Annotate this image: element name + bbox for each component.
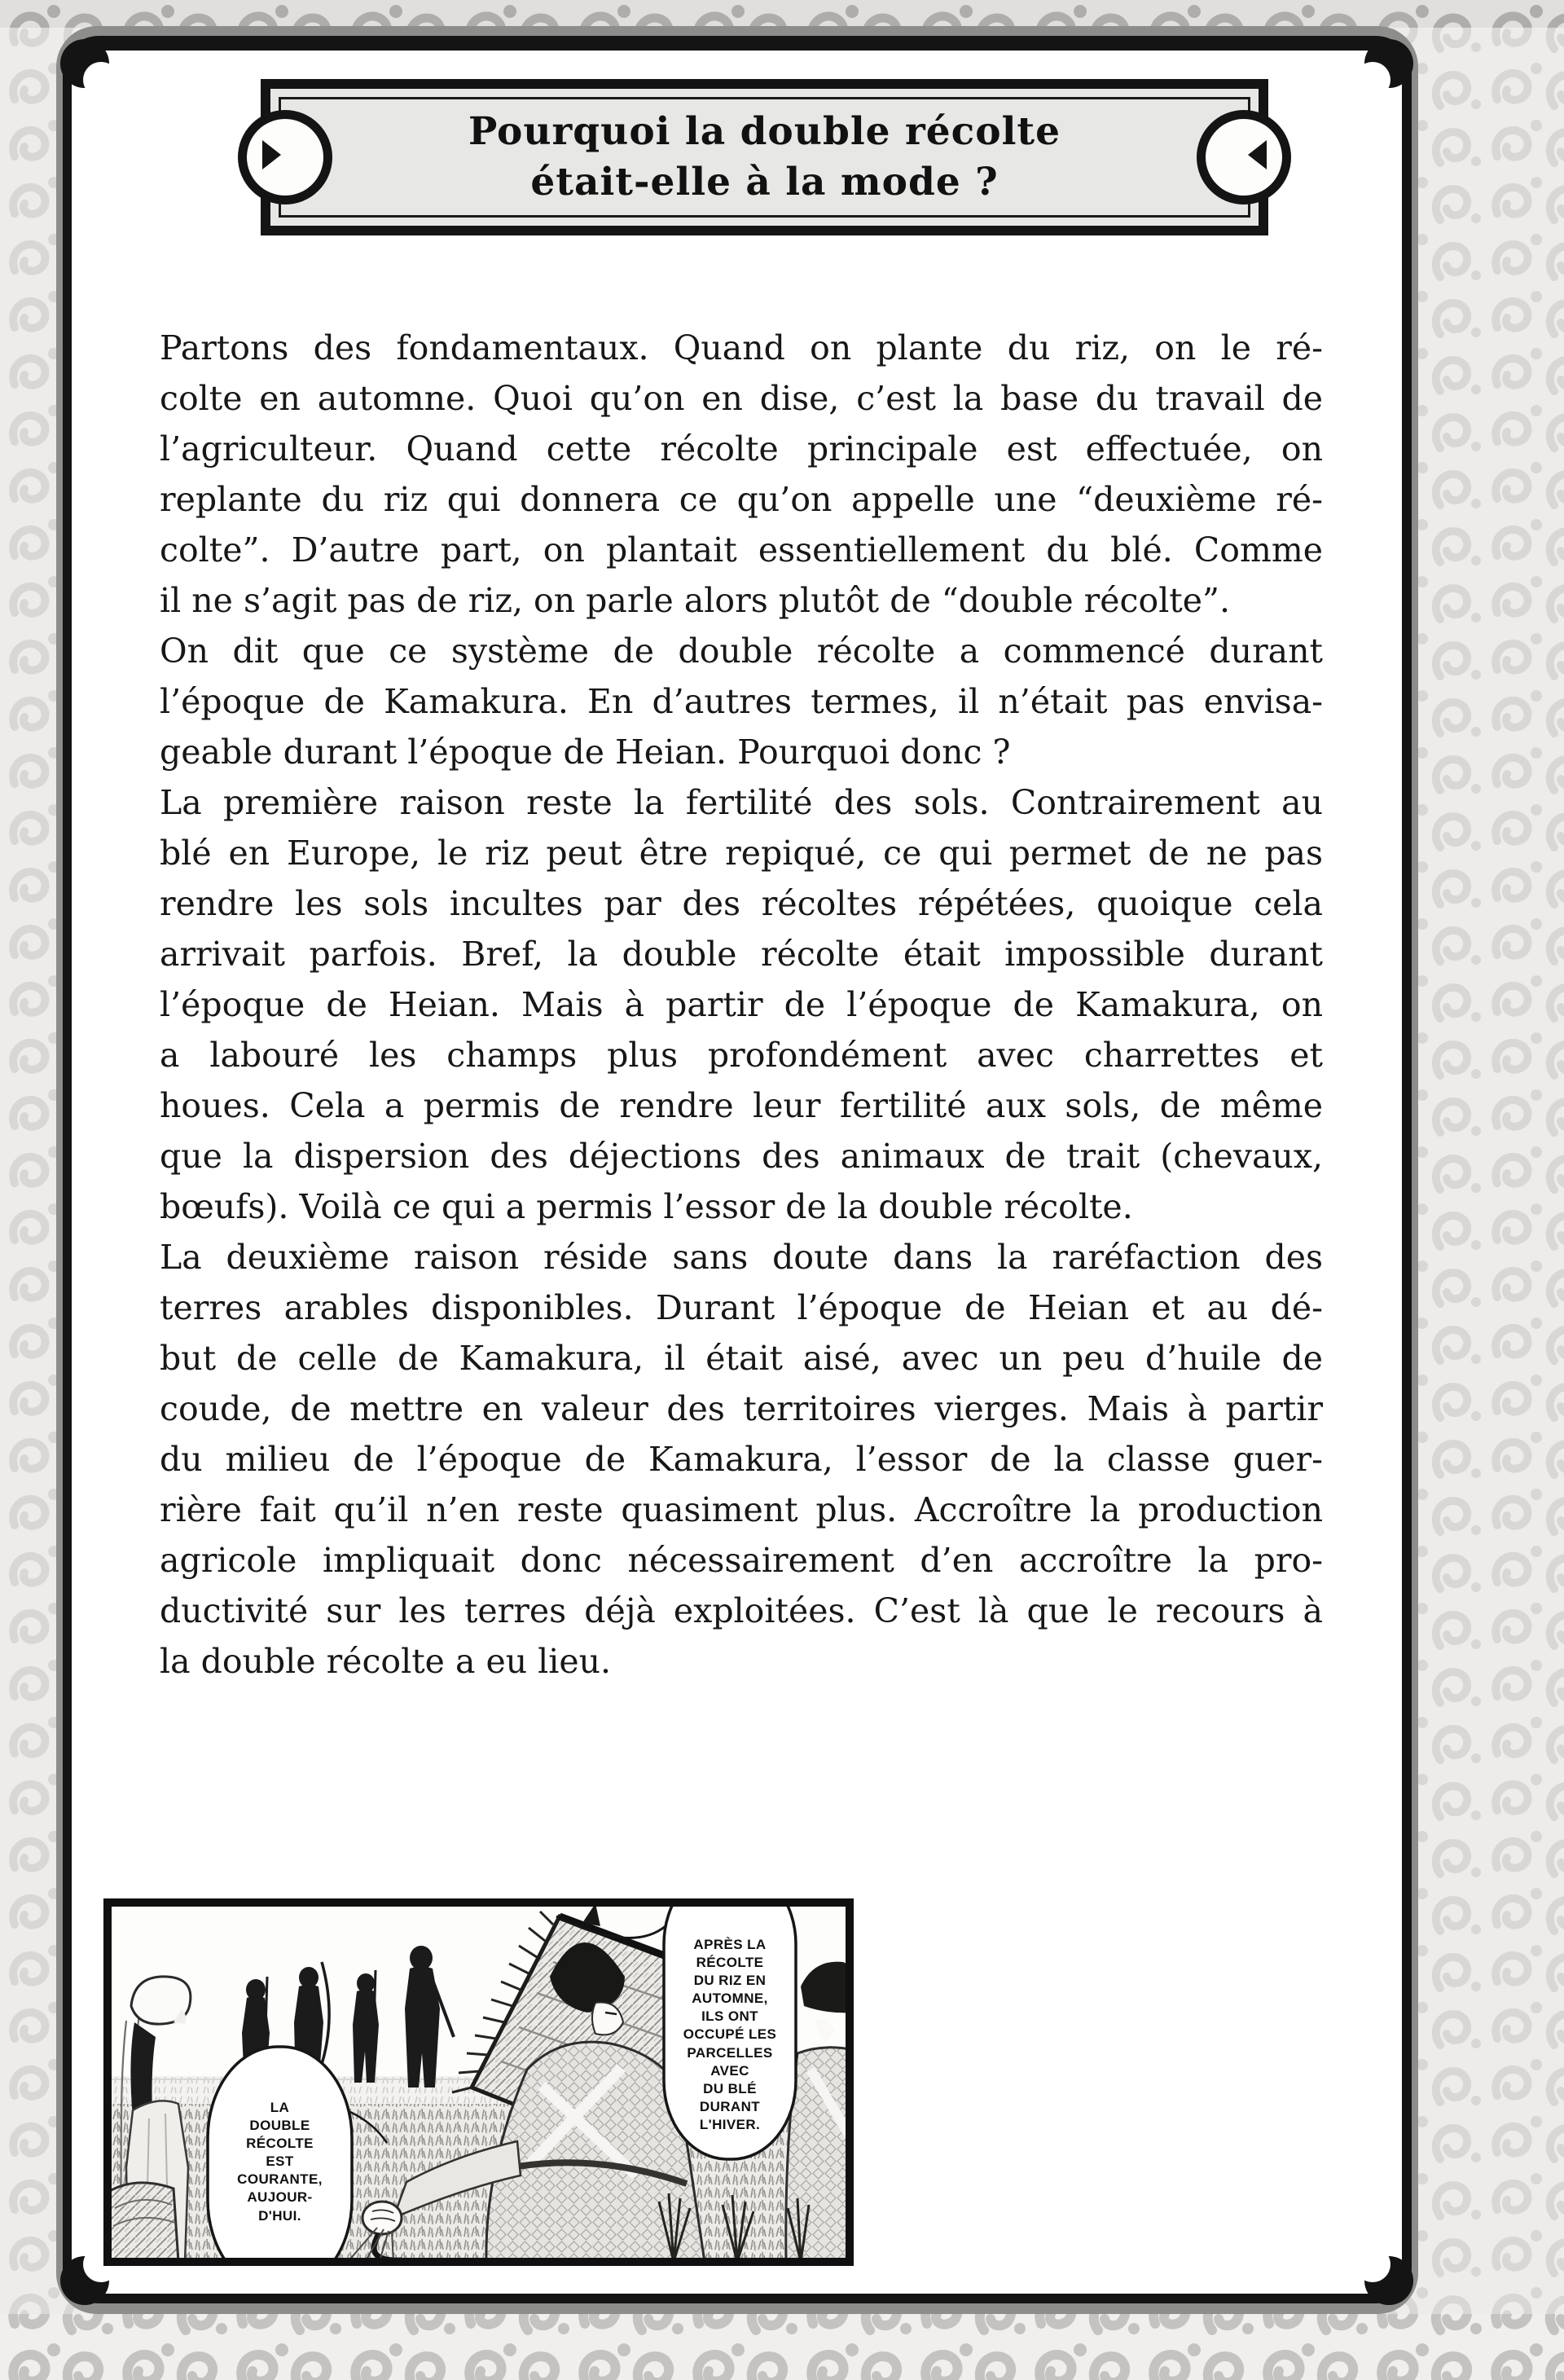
bubble-text-line: L'HIVER. (699, 2116, 761, 2132)
body-text-line: colte en automne. Quoi qu’on en dise, c’est la base du travail de (160, 379, 1323, 418)
body-text-line: La première raison reste la fertilité des sols. Contrairement au (160, 783, 1323, 822)
bubble-text-line: DOUBLE (249, 2118, 310, 2134)
body-text-line: a labouré les champs plus profondément avec charrettes et (160, 1036, 1323, 1075)
speech-bubble-right-text (664, 1936, 796, 2134)
page-title-line-1: Pourquoi la double récolte (468, 108, 1061, 154)
body-text-line: geable durant l’époque de Heian. Pourquoi donc ? (160, 732, 1011, 772)
manga-panel (103, 1898, 854, 2266)
bubble-text-line: LA (270, 2100, 290, 2115)
body-text-line: l’agriculteur. Quand cette récolte principale est effectuée, on (160, 429, 1323, 469)
bubble-text-line: DURANT (699, 2098, 761, 2114)
speech-bubble-left-text (208, 2099, 352, 2225)
body-text-line: coude, de mettre en valeur des territoires vierges. Mais à partir (160, 1389, 1323, 1428)
body-text-line: bœufs). Voilà ce qui a permis l’essor de la double récolte. (160, 1187, 1133, 1226)
body-text-line: colte”. D’autre part, on plantait essentiellement du blé. Comme (160, 530, 1323, 570)
body-text-line: On dit que ce système de double récolte a commencé durant (160, 631, 1323, 671)
article-text (160, 323, 1323, 1687)
bubble-text-line: AUJOUR- (247, 2189, 313, 2206)
body-text-line: rière fait qu’il n’en reste quasiment plus. Accroître la production (160, 1490, 1323, 1529)
body-text-line: houes. Cela a permis de rendre leur fertilité aux sols, de même (160, 1086, 1323, 1125)
body-text-line: la double récolte a eu lieu. (160, 1642, 612, 1681)
body-text-line: La deuxième raison réside sans doute dans la raréfaction des (160, 1238, 1323, 1277)
body-text-line: ductivité sur les terres déjà exploitées. C’est là que le recours à (160, 1591, 1323, 1630)
body-text-line: terres arables disponibles. Durant l’époque de Heian et au dé- (160, 1288, 1323, 1327)
bubble-text-line: AUTOMNE, (692, 1991, 768, 2007)
left-triangle-icon (1248, 140, 1267, 169)
body-text-line: arrivait parfois. Bref, la double récolte était impossible durant (160, 935, 1323, 974)
body-text-line: rendre les sols incultes par des récoltes répétées, quoique cela (160, 884, 1323, 923)
body-text-line: but de celle de Kamakura, il était aisé, avec un peu d’huile de (160, 1339, 1323, 1378)
bubble-text-line: PARCELLES (687, 2044, 773, 2061)
body-text-line: agricole impliquait donc nécessairement d’en accroître la pro- (160, 1541, 1323, 1580)
bubble-text-line: APRÈS LA (693, 1937, 767, 1952)
bubble-text-line: D'HUI. (258, 2207, 301, 2224)
bubble-text-line: EST (266, 2153, 294, 2170)
bubble-text-line: ILS ONT (701, 2008, 758, 2025)
page-title (270, 89, 1259, 226)
right-triangle-icon (262, 140, 281, 169)
bubble-text-line: AVEC (710, 2062, 749, 2079)
body-text-line: l’époque de Heian. Mais à partir de l’époque de Kamakura, on (160, 985, 1323, 1024)
body-text-line: que la dispersion des déjections des animaux de trait (chevaux, (160, 1137, 1323, 1176)
title-right-medallion-inner (1206, 119, 1282, 196)
bubble-text-line: DU RIZ EN (693, 1973, 767, 1989)
body-text-line: blé en Europe, le riz peut être repiqué, ce qui permet de ne pas (160, 834, 1323, 873)
body-text-line: replante du riz qui donnera ce qu’on appelle une “deuxième ré- (160, 480, 1323, 519)
body-text-line: il ne s’agit pas de riz, on parle alors plutôt de “double récolte”. (160, 581, 1231, 620)
bubble-text-line: COURANTE, (237, 2171, 323, 2188)
bubble-text-line: DU BLÉ (703, 2080, 757, 2096)
bubble-text-line: RÉCOLTE (246, 2136, 314, 2152)
body-text-line: du milieu de l’époque de Kamakura, l’essor de la classe guer- (160, 1440, 1323, 1479)
bubble-text-line: RÉCOLTE (696, 1955, 764, 1971)
bubble-text-line: OCCUPÉ LES (683, 2026, 777, 2043)
title-left-medallion-inner (247, 119, 323, 196)
chapter-title-box (261, 79, 1268, 235)
body-text-line: l’époque de Kamakura. En d’autres termes, il n’était pas envisa- (160, 682, 1323, 721)
body-text-line: Partons des fondamentaux. Quand on plante du riz, on le ré- (160, 328, 1323, 367)
page-title-line-2: était-elle à la mode ? (530, 160, 999, 205)
